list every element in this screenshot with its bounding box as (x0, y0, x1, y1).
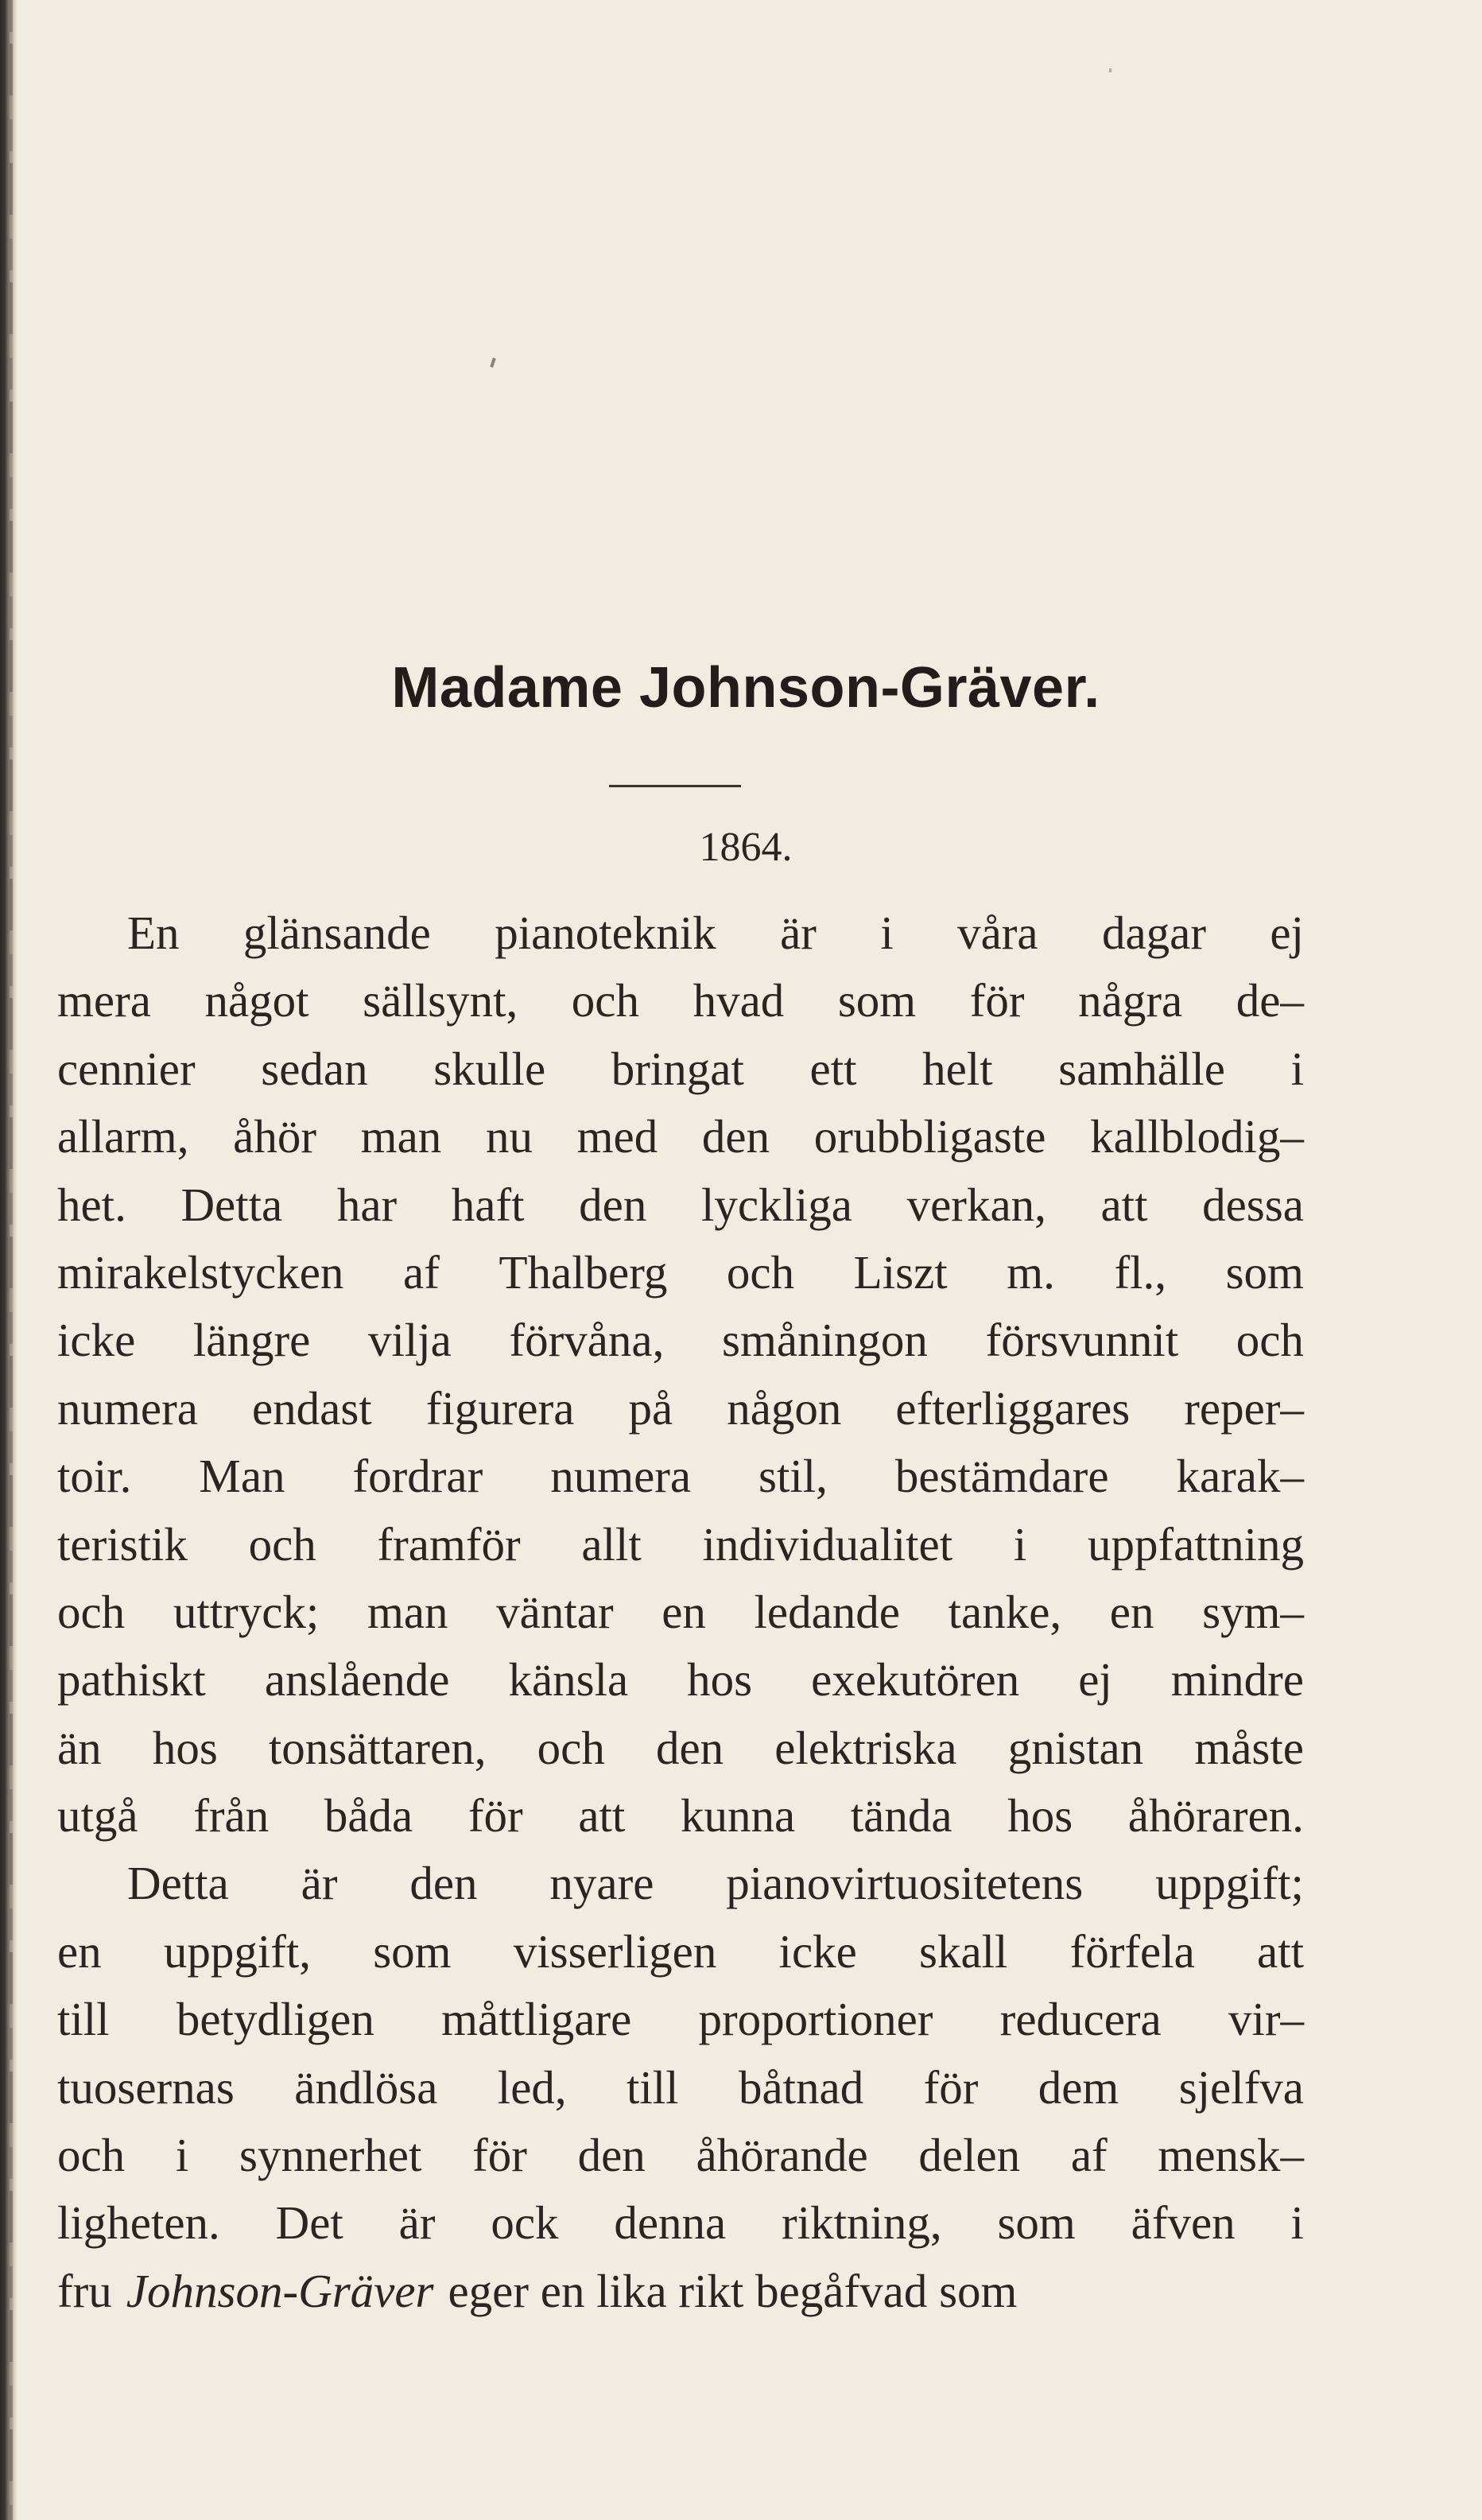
paragraph (57, 899, 1304, 1850)
text-line (57, 1578, 1304, 1646)
word: dem (1038, 2060, 1119, 2114)
word: är (301, 1857, 338, 1910)
word: framför (377, 1517, 521, 1571)
word: för (467, 1789, 523, 1842)
word: numera (57, 1381, 198, 1435)
word: elektriska (774, 1721, 957, 1774)
word: mensk– (1158, 2129, 1304, 2182)
word: våra (957, 907, 1038, 959)
word: som (837, 974, 917, 1027)
word: och (537, 1721, 605, 1774)
word: sedan (261, 1042, 368, 1095)
word: teristik (57, 1517, 188, 1571)
word: pianovirtuositetens (726, 1857, 1084, 1910)
word: den (655, 1721, 724, 1774)
word: i (880, 907, 894, 959)
word: endast (251, 1381, 372, 1435)
word: kallblodig– (1090, 1110, 1304, 1163)
word: sjelfva (1178, 2060, 1304, 2114)
word: hvad (693, 974, 785, 1027)
word: tonsättaren, (268, 1721, 487, 1774)
text-line (57, 1918, 1304, 1986)
word: småningon (722, 1314, 928, 1367)
word: för (923, 2060, 979, 2114)
text-line (57, 2122, 1304, 2189)
text-line (57, 1714, 1304, 1782)
word: på (628, 1381, 673, 1435)
word: haft (451, 1178, 525, 1231)
word: kunna (680, 1789, 796, 1842)
word: verkan, (906, 1178, 1046, 1231)
chapter-year: 1864. (699, 825, 793, 870)
word: denna (614, 2196, 727, 2250)
word: att (1257, 1924, 1304, 1978)
word: ock (491, 2196, 559, 2250)
word: man (360, 1110, 442, 1163)
word: och (57, 1585, 126, 1638)
word: den (701, 1110, 770, 1163)
word: ett (809, 1042, 857, 1095)
text-line (57, 1239, 1304, 1307)
text-line (57, 2054, 1304, 2122)
word: mirakelstycken (57, 1245, 344, 1299)
word: bestämdare (894, 1450, 1109, 1503)
word: ej (1270, 907, 1304, 959)
word: till (627, 2060, 679, 2114)
text-line (57, 1850, 1304, 1917)
word: pianoteknik (495, 907, 716, 959)
word: orubbligaste (813, 1110, 1046, 1163)
word: samhälle (1058, 1042, 1225, 1095)
text-line (57, 1511, 1304, 1578)
word: uppgift, (163, 1924, 312, 1978)
text-line (57, 1171, 1304, 1239)
word: Man (199, 1450, 285, 1503)
word: stil, (758, 1450, 828, 1503)
word: en (57, 1924, 102, 1978)
word: och (571, 974, 639, 1027)
word: ligheten. (57, 2196, 220, 2250)
text-line (57, 1035, 1304, 1103)
text-line (57, 1646, 1304, 1714)
word: den (577, 2129, 646, 2182)
word: att (1100, 1178, 1148, 1231)
word: Thalberg (499, 1245, 668, 1299)
word: förfela (1069, 1924, 1195, 1978)
word: tuosernas (57, 2060, 235, 2114)
word: af (403, 1245, 440, 1299)
word: riktning, (782, 2196, 942, 2250)
word: exekutören (811, 1653, 1020, 1707)
word: visserligen (513, 1924, 717, 1978)
word: bringat (611, 1042, 744, 1095)
word: reducera (999, 1993, 1162, 2046)
text-line (57, 1442, 1304, 1510)
word: m. (1007, 1245, 1055, 1299)
word: är (780, 907, 817, 959)
word: den (409, 1857, 478, 1910)
word: figurera (425, 1381, 575, 1435)
text-line (57, 1307, 1304, 1374)
word: båtnad (738, 2060, 864, 2114)
word: pathiskt (57, 1653, 206, 1707)
word: en (1109, 1585, 1154, 1638)
word: dagar (1101, 907, 1206, 959)
page-binding-edge (0, 0, 17, 2520)
word: sym– (1202, 1585, 1304, 1638)
word: från (193, 1789, 270, 1842)
word: allarm, (57, 1110, 189, 1163)
word: Detta (127, 1857, 229, 1910)
word: synnerhet (239, 2129, 422, 2182)
word: än (57, 1721, 102, 1774)
word: nu (485, 1110, 533, 1163)
word: till (57, 1993, 110, 2046)
word: man (367, 1585, 448, 1638)
word: i (1013, 1517, 1027, 1571)
text-line (57, 967, 1304, 1035)
word: åhöraren. (1127, 1789, 1304, 1842)
word: individualitet (702, 1517, 953, 1571)
word: utgå (57, 1789, 138, 1842)
word: En (127, 907, 180, 959)
word: de– (1236, 974, 1304, 1027)
word: längre (192, 1314, 311, 1367)
word: uttryck; (173, 1585, 320, 1638)
word: något (204, 974, 309, 1027)
word: vir– (1228, 1993, 1304, 2046)
word: har (336, 1178, 398, 1231)
word: Liszt (853, 1245, 948, 1299)
word: skulle (433, 1042, 546, 1095)
word: efterliggares (895, 1381, 1131, 1435)
word: ej (1078, 1653, 1112, 1707)
print-speck (490, 358, 496, 368)
word: delen (918, 2129, 1021, 2182)
word: allt (581, 1517, 642, 1571)
word: gnistan (1007, 1721, 1144, 1774)
word: åhörande (696, 2129, 868, 2182)
word: toir. (57, 1450, 132, 1503)
word: är (398, 2196, 436, 2250)
word: med (576, 1110, 658, 1163)
print-speck (1109, 68, 1112, 72)
word: numera (550, 1450, 692, 1503)
word: Det (275, 2196, 343, 2250)
word: mera (57, 974, 151, 1027)
word: väntar (496, 1585, 614, 1638)
word: anslående (264, 1653, 450, 1707)
word: måttligare (441, 1993, 632, 2046)
word: förvåna, (509, 1314, 665, 1367)
word: lyckliga (700, 1178, 852, 1231)
word: och (248, 1517, 316, 1571)
word: som (373, 1924, 452, 1978)
title-divider (609, 785, 741, 787)
word: några (1078, 974, 1183, 1027)
word: den (579, 1178, 647, 1231)
word: af (1070, 2129, 1108, 2182)
word: nyare (549, 1857, 654, 1910)
word: betydligen (176, 1993, 374, 2046)
word: ledande (754, 1585, 900, 1638)
word: uppgift; (1155, 1857, 1304, 1910)
word: icke (57, 1314, 136, 1367)
text-line (57, 2189, 1304, 2257)
word: dessa (1202, 1178, 1304, 1231)
text-segment: eger en lika rikt begåfvad som (448, 2264, 1018, 2317)
word: glänsande (242, 907, 431, 959)
word: cennier (57, 1042, 196, 1095)
binding-shadow (10, 0, 13, 2520)
word: sällsynt, (363, 974, 518, 1027)
word: att (578, 1789, 626, 1842)
body-text (57, 899, 1304, 2325)
word: tanke, (948, 1585, 1062, 1638)
word: karak– (1176, 1450, 1304, 1503)
paragraph (57, 1850, 1304, 2257)
word: i (1290, 1042, 1304, 1095)
text-segment: fru (57, 2264, 112, 2317)
word: hos (152, 1721, 218, 1774)
word: het. (57, 1178, 126, 1231)
word: hos (687, 1653, 753, 1707)
word: uppfattning (1087, 1517, 1304, 1571)
word: känsla (508, 1653, 629, 1707)
word: fl., (1114, 1245, 1167, 1299)
word: reper– (1184, 1381, 1304, 1435)
word: led, (497, 2060, 567, 2114)
text-line (57, 2258, 1304, 2325)
word: tända (850, 1789, 952, 1842)
word: icke (778, 1924, 857, 1978)
word: mindre (1170, 1653, 1304, 1707)
word: som (1225, 1245, 1304, 1299)
word: som (997, 2196, 1076, 2250)
emphasized-name: Johnson-Gräver (126, 2264, 434, 2317)
word: i (1290, 2196, 1304, 2250)
text-line (57, 899, 1304, 967)
word: Detta (180, 1178, 283, 1231)
word: ändlösa (294, 2060, 438, 2114)
word: i (175, 2129, 189, 2182)
word: någon (727, 1381, 842, 1435)
word: skall (919, 1924, 1008, 1978)
word: försvunnit (985, 1314, 1179, 1367)
word: en (661, 1585, 706, 1638)
word: äfven (1131, 2196, 1236, 2250)
word: för (472, 2129, 527, 2182)
word: helt (922, 1042, 993, 1095)
word: vilja (367, 1314, 452, 1367)
text-line (57, 1986, 1304, 2053)
word: hos (1007, 1789, 1073, 1842)
chapter-title: Madame Johnson-Gräver. (391, 656, 1100, 720)
word: måste (1194, 1721, 1304, 1774)
word: fordrar (352, 1450, 483, 1503)
word: och (57, 2129, 126, 2182)
word: och (1236, 1314, 1304, 1367)
word: proportioner (698, 1993, 933, 2046)
word: båda (324, 1789, 413, 1842)
word: åhör (233, 1110, 316, 1163)
text-line (57, 1103, 1304, 1171)
word: för (969, 974, 1025, 1027)
text-line (57, 1782, 1304, 1850)
word: och (726, 1245, 795, 1299)
text-line (57, 1375, 1304, 1442)
